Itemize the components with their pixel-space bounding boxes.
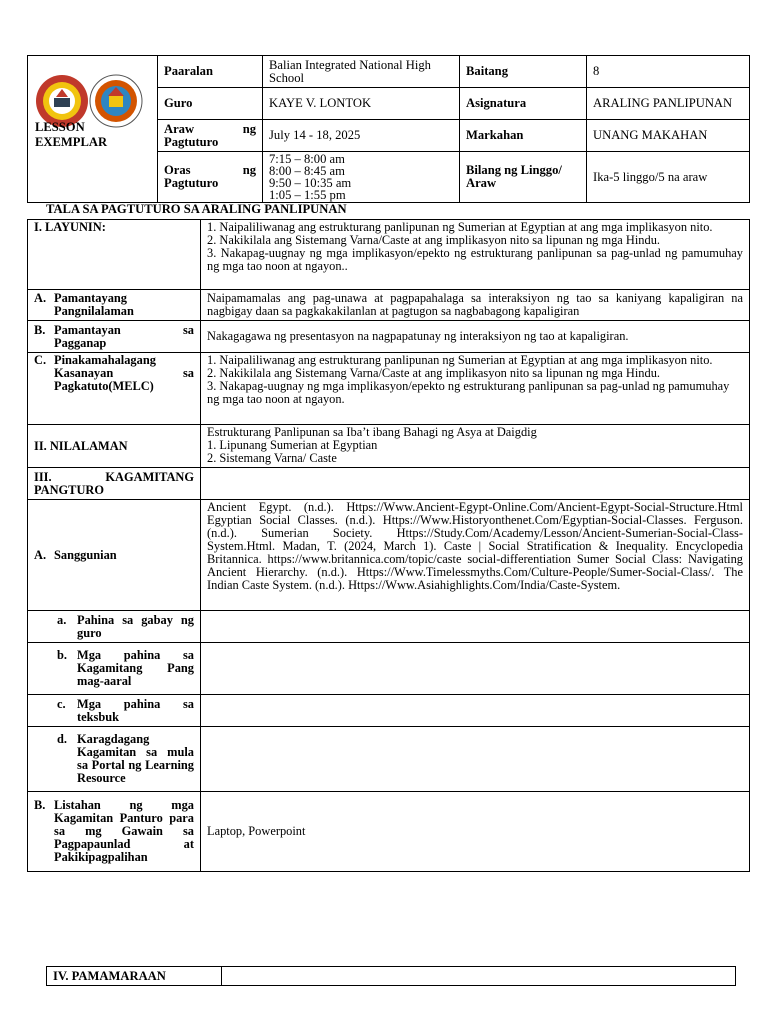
lesson-title-line2: EXEMPLAR (35, 135, 108, 149)
listahan-row (28, 792, 750, 872)
marker: B. (34, 798, 46, 812)
label-part: Pamantayang (54, 291, 127, 305)
date-value: July 14 - 18, 2025 (263, 120, 460, 152)
label-part: Kasanayan (54, 366, 114, 380)
grade-label: Baitang (460, 56, 587, 88)
label-part: Mga pahina sa Kagamitang Pang mag-aaral (77, 648, 194, 688)
nilalaman-item: Estrukturang Panlipunan sa Iba’t ibang Bahagi ng Asya at Daigdig (207, 425, 537, 439)
nilalaman-item: 2. Sistemang Varna/ Caste (207, 451, 337, 465)
label-part: Pagganap (54, 335, 107, 350)
time-label-a: Oras (164, 163, 191, 177)
layunin-row (28, 220, 750, 290)
kagamitan-value (201, 468, 750, 500)
tala-title: TALA SA PAGTUTURO SA ARALING PANLIPUNAN (46, 202, 347, 216)
pamamaraan-table (46, 966, 736, 986)
marker: a. (57, 612, 67, 627)
sub-item-label (28, 643, 201, 695)
date-label-c: Pagtuturo (164, 134, 219, 149)
label-part: KAGAMITANG (105, 469, 194, 484)
marker: b. (57, 648, 67, 662)
pamamaraan-value (222, 967, 736, 986)
label-part: Pamantayan (54, 322, 121, 337)
time-label-c: Pagtuturo (164, 176, 219, 190)
marker: A. (34, 547, 47, 562)
sub-item-label (28, 611, 201, 643)
marker: C. (34, 353, 47, 367)
sub-item-value (201, 643, 750, 695)
sub-item-value (201, 611, 750, 643)
sub-item-label (28, 695, 201, 727)
teacher-label: Guro (158, 88, 263, 120)
label-part: Mga pahina sa teksbuk (77, 696, 194, 724)
time-label-b: ng (242, 163, 256, 177)
time-slot: 1:05 – 1:55 pm (269, 188, 346, 202)
main-table (27, 219, 750, 872)
kagamitan-row (28, 468, 750, 500)
teacher-value: KAYE V. LONTOK (263, 88, 460, 120)
subject-value: ARALING PANLIPUNAN (587, 88, 750, 120)
quarter-value: UNANG MAKAHAN (587, 120, 750, 152)
listahan-value: Laptop, Powerpoint (201, 792, 750, 872)
pangnilalaman-label (28, 290, 201, 321)
school-label: Paaralan (158, 56, 263, 88)
label-part: Pahina sa gabay ng guro (77, 612, 194, 640)
school-value: Balian Integrated National High School (263, 56, 460, 88)
sanggunian-value: Ancient Egypt. (n.d.). Https://Www.Ancient-Egypt-Online.Com/Ancient-Egypt-Social-Structure.Html Egyptian Social Classes. (n.d.). Https://Www.Historyonthenet.Com/Egyptian-Social-Classes. Ferguson. (n.d.). Sumerian Society. Https://Study.Com/Academy/Lesson/Ancient-Sumerian-Social-Class-System.Html. Madan, T. (2024, March 1). Caste | Social Stratification & Inequality. Encyclopedia Britannica. https://www.britannica.com/topic/caste social-differentiation Sumer Social Class: Navigating Ancient Hierarchy. (n.d.). Https://Www.Timelessmyths.Com/Culture-People/Sumer-Social-Class/. The Indian Caste System. (n.d.). Https://Www.Asiahighlights.Com/India/Caste-System. (201, 500, 750, 611)
sub-item-value (201, 695, 750, 727)
pagganap-value: Nakagagawa ng presentasyon na nagpapatunay ng interaksiyon ng tao at kapaligiran. (201, 321, 750, 353)
melc-item: 3. Nakapag-uugnay ng mga implikasyon/epekto ng estrukturang panlipunan sa pag-unlad ng pamumuhay ng mga tao noon at ngayon. (207, 379, 730, 406)
header-table (27, 55, 750, 203)
layunin-label: I. LAYUNIN: (28, 220, 201, 290)
label-part: III. (34, 469, 52, 484)
subject-label: Asignatura (460, 88, 587, 120)
melc-label (28, 353, 201, 425)
label-part: Sanggunian (54, 547, 117, 562)
label-part: Listahan ng mga Kagamitan Panturo para sa mg Gawain sa Pagpapaunlad at Pakikipagpalihan (54, 798, 194, 864)
logo-cell (28, 56, 158, 203)
pangnilalaman-row (28, 290, 750, 321)
sub-item-label (28, 727, 201, 792)
marker: B. (34, 322, 46, 337)
listahan-label (28, 792, 201, 872)
melc-value (201, 353, 750, 425)
label-part: Pangnilalaman (54, 304, 134, 318)
label-part: Karagdagang Kagamitan sa mula sa Portal ng Learning Resource (77, 732, 194, 785)
melc-item: 2. Nakikilala ang Sistemang Varna/Caste at ang implikasyon nito sa lipunan ng mga Hindu. (207, 366, 660, 380)
date-label (158, 120, 263, 152)
lesson-exemplar-title (35, 120, 107, 150)
marker: d. (57, 732, 67, 746)
label-part: Pagkatuto(MELC) (54, 379, 154, 393)
nilalaman-value (201, 425, 750, 468)
time-slot: 8:00 – 8:45 am (269, 164, 345, 178)
date-label-a: Araw (164, 121, 195, 136)
nilalaman-label: II. NILALAMAN (28, 425, 201, 468)
time-slot: 9:50 – 10:35 am (269, 176, 352, 190)
weeks-label: Bilang ng Linggo/ Araw (460, 152, 587, 203)
kagamitan-label (28, 468, 201, 500)
nilalaman-row (28, 425, 750, 468)
marker: c. (57, 696, 66, 711)
layunin-item: 3. Nakapag-uugnay ng mga implikasyon/epekto ng estrukturang panlipunan sa pag-unlad ng pamumuhay ng mga tao noon at ngayon.. (207, 246, 743, 273)
sub-item-row (28, 727, 750, 792)
sanggunian-label (28, 500, 201, 611)
date-label-b: ng (242, 121, 256, 136)
sub-item-row (28, 611, 750, 643)
layunin-item: 2. Nakikilala ang Sistemang Varna/Caste at ang implikasyon nito sa lipunan ng mga Hindu. (207, 233, 660, 247)
quarter-label: Markahan (460, 120, 587, 152)
weeks-value: Ika-5 linggo/5 na araw (587, 152, 750, 203)
melc-item: 1. Naipaliliwanag ang estrukturang panlipunan ng Sumerian at Egyptian at ang mga implikasyon nito. (207, 353, 713, 367)
label-part: PANGTURO (34, 482, 104, 497)
pagganap-row (28, 321, 750, 353)
lesson-title-line1: LESSON (35, 120, 85, 134)
time-values (263, 152, 460, 203)
layunin-item: 1. Naipaliliwanag ang estrukturang panlipunan ng Sumerian at Egyptian at ang mga implikasyon nito. (207, 220, 713, 234)
label-part: Pinakamahalagang (54, 353, 156, 367)
melc-row (28, 353, 750, 425)
pamamaraan-label: IV. PAMAMARAAN (47, 967, 222, 986)
sub-item-value (201, 727, 750, 792)
sub-item-row (28, 695, 750, 727)
nilalaman-item: 1. Lipunang Sumerian at Egyptian (207, 438, 378, 452)
pangnilalaman-value: Naipamamalas ang pag-unawa at pagpapahalaga sa interaksiyon ng tao sa kaniyang kapaligiran na nagbigay daan sa pagkakakilanlan at pagtugon sa nagbabagong kapaligiran (201, 290, 750, 321)
time-slot: 7:15 – 8:00 am (269, 152, 345, 166)
label-part: sa (182, 366, 194, 380)
marker: A. (34, 291, 47, 305)
label-part: sa (182, 322, 194, 337)
layunin-value (201, 220, 750, 290)
pagganap-label (28, 321, 201, 353)
sanggunian-row (28, 500, 750, 611)
grade-value: 8 (587, 56, 750, 88)
time-label (158, 152, 263, 203)
sub-item-row (28, 643, 750, 695)
